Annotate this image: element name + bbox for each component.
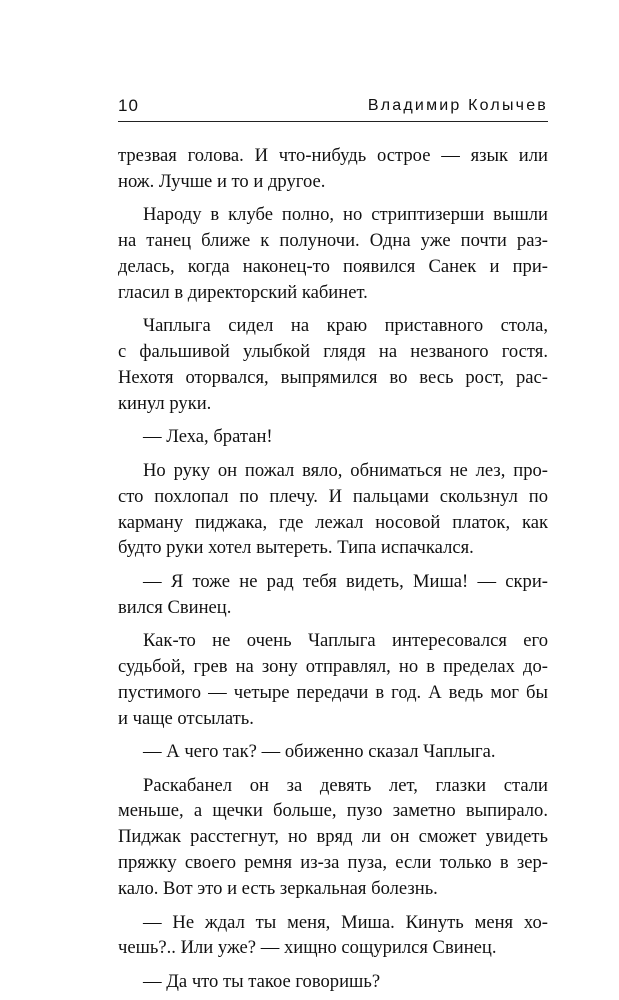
paragraph xyxy=(118,458,548,562)
text-line: судьбой, грев на зону отправлял, но в пределах до- xyxy=(118,656,548,678)
paragraph-gap xyxy=(118,732,548,740)
paragraph xyxy=(118,739,548,765)
text-line: кинул руки. xyxy=(118,393,212,415)
page-header xyxy=(118,96,548,122)
text-line: Народу в клубе полно, но стриптизерши вышли xyxy=(143,204,548,226)
paragraph xyxy=(118,969,548,995)
text-line: пряжку своего ремня из-за пуза, если только в зер- xyxy=(118,852,548,874)
text-line: на танец ближе к полуночи. Одна уже почти раз- xyxy=(118,230,548,252)
page-number: 10 xyxy=(118,96,139,115)
body-text xyxy=(118,143,548,995)
paragraph xyxy=(118,628,548,732)
text-line: Раскабанел он за девять лет, глазки стали xyxy=(143,774,548,796)
text-line: вился Свинец. xyxy=(118,596,232,618)
running-head-author: Владимир Колычев xyxy=(367,97,548,114)
text-line: нож. Лучше и то и другое. xyxy=(118,170,326,192)
paragraph xyxy=(118,202,548,306)
text-line: гласил в директорский кабинет. xyxy=(118,281,368,303)
text-line: кало. Вот это и есть зеркальная болезнь. xyxy=(118,878,438,900)
text-line: делась, когда наконец-то появился Санек и при- xyxy=(118,256,548,278)
paragraph xyxy=(118,143,548,195)
paragraph-gap xyxy=(118,902,548,910)
paragraph xyxy=(118,773,548,902)
text-line: Как-то не очень Чаплыга интересовался его xyxy=(143,630,548,652)
paragraph xyxy=(118,910,548,962)
paragraph-gap xyxy=(118,417,548,425)
paragraph-gap xyxy=(118,621,548,629)
text-line: Нехотя оторвался, выпрямился во весь рост, рас- xyxy=(118,367,548,389)
text-line: трезвая голова. И что-нибудь острое — язык или xyxy=(118,145,548,166)
text-line: — Да что ты такое говоришь? xyxy=(143,970,381,992)
paragraph-gap xyxy=(118,450,548,458)
paragraph-gap xyxy=(118,561,548,569)
paragraph xyxy=(118,313,548,417)
header-rule xyxy=(118,121,548,122)
text-line: меньше, а щечки больше, пузо заметно выпирало. xyxy=(118,800,548,822)
text-line: Пиджак расстегнут, но вряд ли он сможет увидеть xyxy=(118,826,548,848)
text-line: Чаплыга сидел на краю приставного стола, xyxy=(143,315,548,337)
text-line: и чаще отсылать. xyxy=(118,707,254,729)
text-line: — Не ждал ты меня, Миша. Кинуть меня хо- xyxy=(143,911,548,933)
text-line: — Леха, братан! xyxy=(143,426,273,448)
paragraph-gap xyxy=(118,195,548,203)
text-line: — А чего так? — обиженно сказал Чаплыга. xyxy=(143,741,496,763)
text-line: Но руку он пожал вяло, обниматься не лез, про- xyxy=(143,459,548,481)
text-line: карману пиджака, где лежал носовой платок, как xyxy=(118,511,548,533)
paragraph-gap xyxy=(118,306,548,314)
paragraph xyxy=(118,424,548,450)
paragraph-gap xyxy=(118,961,548,969)
text-line: — Я тоже не рад тебя видеть, Миша! — скри- xyxy=(143,570,548,592)
text-line: будто руки хотел вытереть. Типа испачкался. xyxy=(118,537,474,559)
paragraph xyxy=(118,569,548,621)
text-line: с фальшивой улыбкой глядя на незваного гостя. xyxy=(118,341,548,363)
paragraph-gap xyxy=(118,765,548,773)
text-line: пустимого — четыре передачи в год. А ведь мог бы xyxy=(118,681,548,703)
text-line: чешь?.. Или уже? — хищно сощурился Свинец. xyxy=(118,937,497,959)
text-line: сто похлопал по плечу. И пальцами скользнул по xyxy=(118,485,548,507)
